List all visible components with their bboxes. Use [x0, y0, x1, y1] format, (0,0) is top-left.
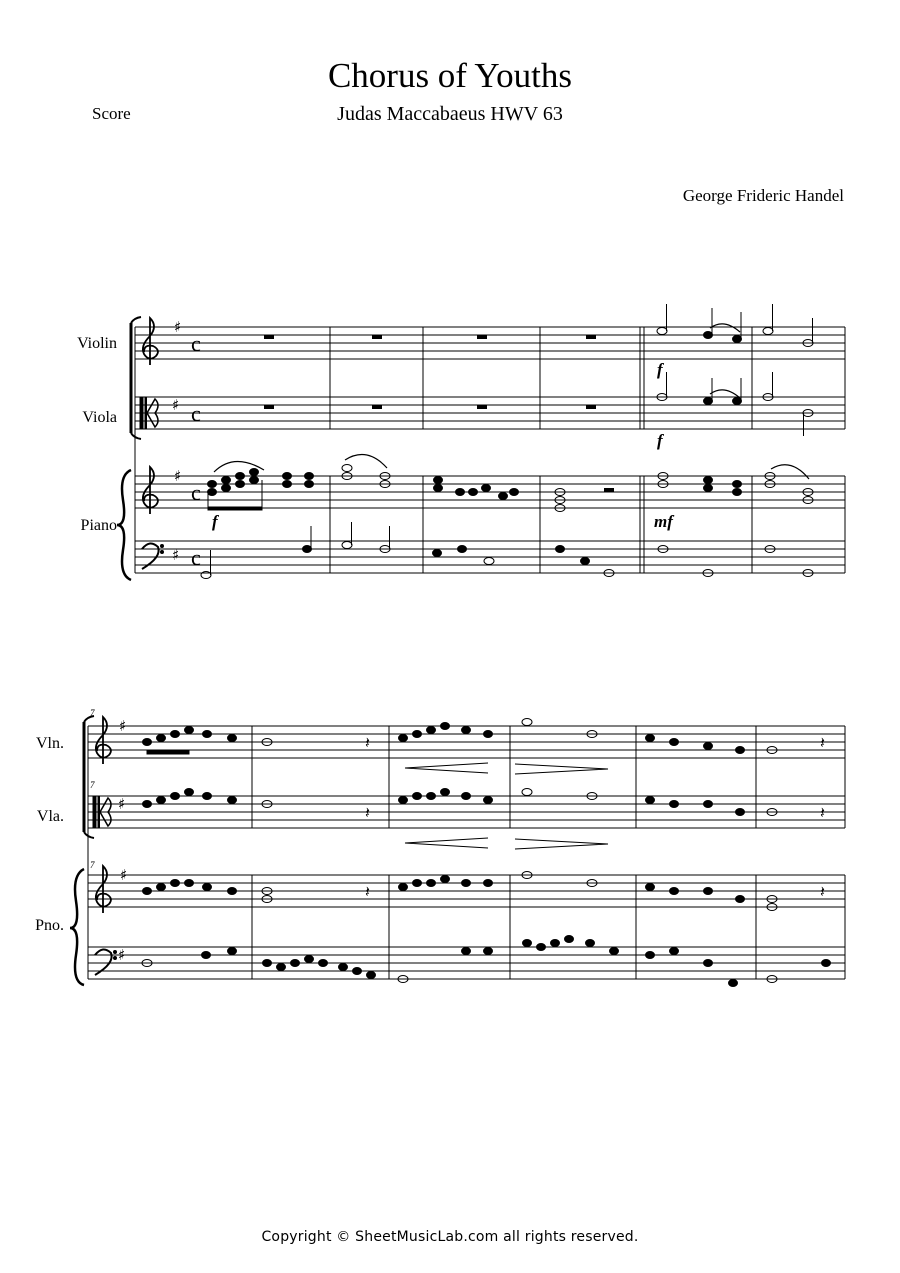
svg-text:7: 7 [90, 708, 95, 718]
composer-name: George Frideric Handel [682, 186, 844, 205]
svg-text:𝄽: 𝄽 [365, 882, 370, 901]
label-vln: Vln. [36, 735, 64, 752]
system-2-notes [142, 719, 831, 987]
treble-clef-icon [96, 318, 158, 913]
system-1-staves [135, 327, 845, 573]
svg-text:f: f [657, 360, 663, 379]
svg-text:c: c [191, 480, 201, 505]
label-viola: Viola [82, 409, 117, 426]
svg-text:𝄽: 𝄽 [820, 733, 825, 752]
system-1-notes [201, 304, 813, 579]
system-1-dynamics [212, 360, 675, 531]
score-label: Score [92, 104, 131, 123]
svg-text:mf: mf [654, 512, 673, 531]
svg-text:♯: ♯ [172, 546, 180, 564]
time-signatures [191, 331, 201, 570]
svg-text:𝄽: 𝄽 [365, 733, 370, 752]
svg-text:♯: ♯ [174, 467, 182, 485]
svg-text:♯: ♯ [118, 795, 126, 813]
svg-text:♯: ♯ [174, 318, 182, 336]
svg-text:c: c [191, 331, 201, 356]
system-1-barlines [135, 327, 845, 573]
svg-text:♯: ♯ [118, 946, 126, 964]
svg-text:𝄽: 𝄽 [365, 803, 370, 822]
svg-text:7: 7 [90, 860, 95, 870]
system-2-instrument-labels [35, 735, 64, 934]
svg-text:♯: ♯ [120, 866, 128, 884]
svg-text:f: f [657, 431, 663, 450]
svg-text:7: 7 [90, 780, 95, 790]
svg-text:𝄽: 𝄽 [820, 882, 825, 901]
svg-text:𝄽: 𝄽 [820, 803, 825, 822]
bass-clef-icon [95, 543, 159, 975]
copyright-footer: Copyright © SheetMusicLab.com all rights reserved. [261, 1229, 639, 1245]
system-2-hairpins [405, 763, 608, 849]
system-1-slurs [214, 324, 809, 479]
score-subtitle: Judas Maccabaeus HWV 63 [337, 103, 563, 125]
svg-text:c: c [191, 545, 201, 570]
score-title: Chorus of Youths [327, 56, 573, 95]
svg-text:f: f [212, 512, 218, 531]
svg-text:♯: ♯ [172, 396, 180, 414]
system-1-instrument-labels [77, 335, 117, 534]
measure-numbers [90, 708, 95, 870]
svg-text:c: c [191, 401, 201, 426]
label-pno: Pno. [35, 917, 64, 934]
label-vla: Vla. [36, 808, 64, 825]
label-piano: Piano [80, 517, 117, 534]
svg-text:♯: ♯ [119, 717, 127, 735]
key-signatures [118, 318, 181, 964]
label-violin: Violin [77, 335, 117, 352]
